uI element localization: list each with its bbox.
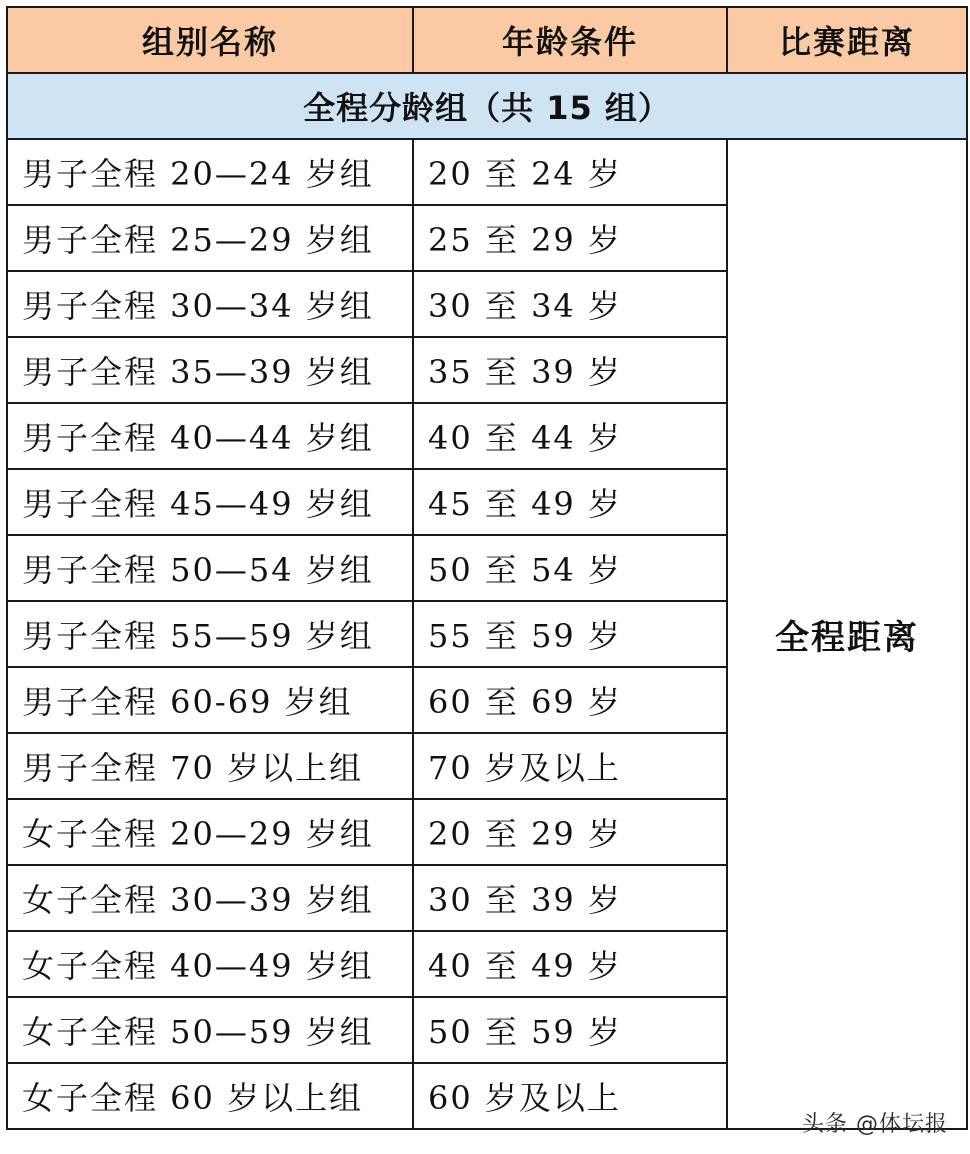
group-name-cell: 女子全程 20—29 岁组 — [7, 799, 413, 865]
section-title: 全程分龄组（共 15 组） — [7, 73, 967, 139]
group-name-cell: 男子全程 70 岁以上组 — [7, 733, 413, 799]
table-container — [6, 6, 966, 1130]
group-name-cell: 男子全程 35—39 岁组 — [7, 337, 413, 403]
header-row — [7, 7, 967, 73]
group-name-cell: 女子全程 30—39 岁组 — [7, 865, 413, 931]
age-condition-cell: 70 岁及以上 — [413, 733, 727, 799]
table-row — [7, 139, 967, 205]
age-condition-cell: 35 至 39 岁 — [413, 337, 727, 403]
age-condition-cell: 45 至 49 岁 — [413, 469, 727, 535]
group-name-cell: 男子全程 55—59 岁组 — [7, 601, 413, 667]
group-name-cell: 女子全程 40—49 岁组 — [7, 931, 413, 997]
section-row — [7, 73, 967, 139]
age-condition-cell: 60 岁及以上 — [413, 1063, 727, 1129]
header-age-condition: 年龄条件 — [413, 7, 727, 73]
age-condition-cell: 40 至 44 岁 — [413, 403, 727, 469]
age-condition-cell: 40 至 49 岁 — [413, 931, 727, 997]
age-condition-cell: 20 至 24 岁 — [413, 139, 727, 205]
header-race-distance: 比赛距离 — [727, 7, 967, 73]
watermark: 头条 @体坛报 — [802, 1112, 948, 1137]
age-condition-cell: 50 至 59 岁 — [413, 997, 727, 1063]
group-name-cell: 女子全程 50—59 岁组 — [7, 997, 413, 1063]
age-condition-cell: 50 至 54 岁 — [413, 535, 727, 601]
header-group-name: 组别名称 — [7, 7, 413, 73]
group-name-cell: 男子全程 50—54 岁组 — [7, 535, 413, 601]
age-condition-cell: 55 至 59 岁 — [413, 601, 727, 667]
group-name-cell: 男子全程 20—24 岁组 — [7, 139, 413, 205]
group-name-cell: 男子全程 45—49 岁组 — [7, 469, 413, 535]
group-name-cell: 女子全程 60 岁以上组 — [7, 1063, 413, 1129]
group-name-cell: 男子全程 25—29 岁组 — [7, 205, 413, 271]
race-distance-cell: 全程距离 — [727, 139, 967, 1129]
age-condition-cell: 30 至 34 岁 — [413, 271, 727, 337]
age-condition-cell: 30 至 39 岁 — [413, 865, 727, 931]
age-group-table — [6, 6, 968, 1130]
group-name-cell: 男子全程 40—44 岁组 — [7, 403, 413, 469]
group-name-cell: 男子全程 30—34 岁组 — [7, 271, 413, 337]
age-condition-cell: 25 至 29 岁 — [413, 205, 727, 271]
group-name-cell: 男子全程 60-69 岁组 — [7, 667, 413, 733]
age-condition-cell: 60 至 69 岁 — [413, 667, 727, 733]
age-condition-cell: 20 至 29 岁 — [413, 799, 727, 865]
